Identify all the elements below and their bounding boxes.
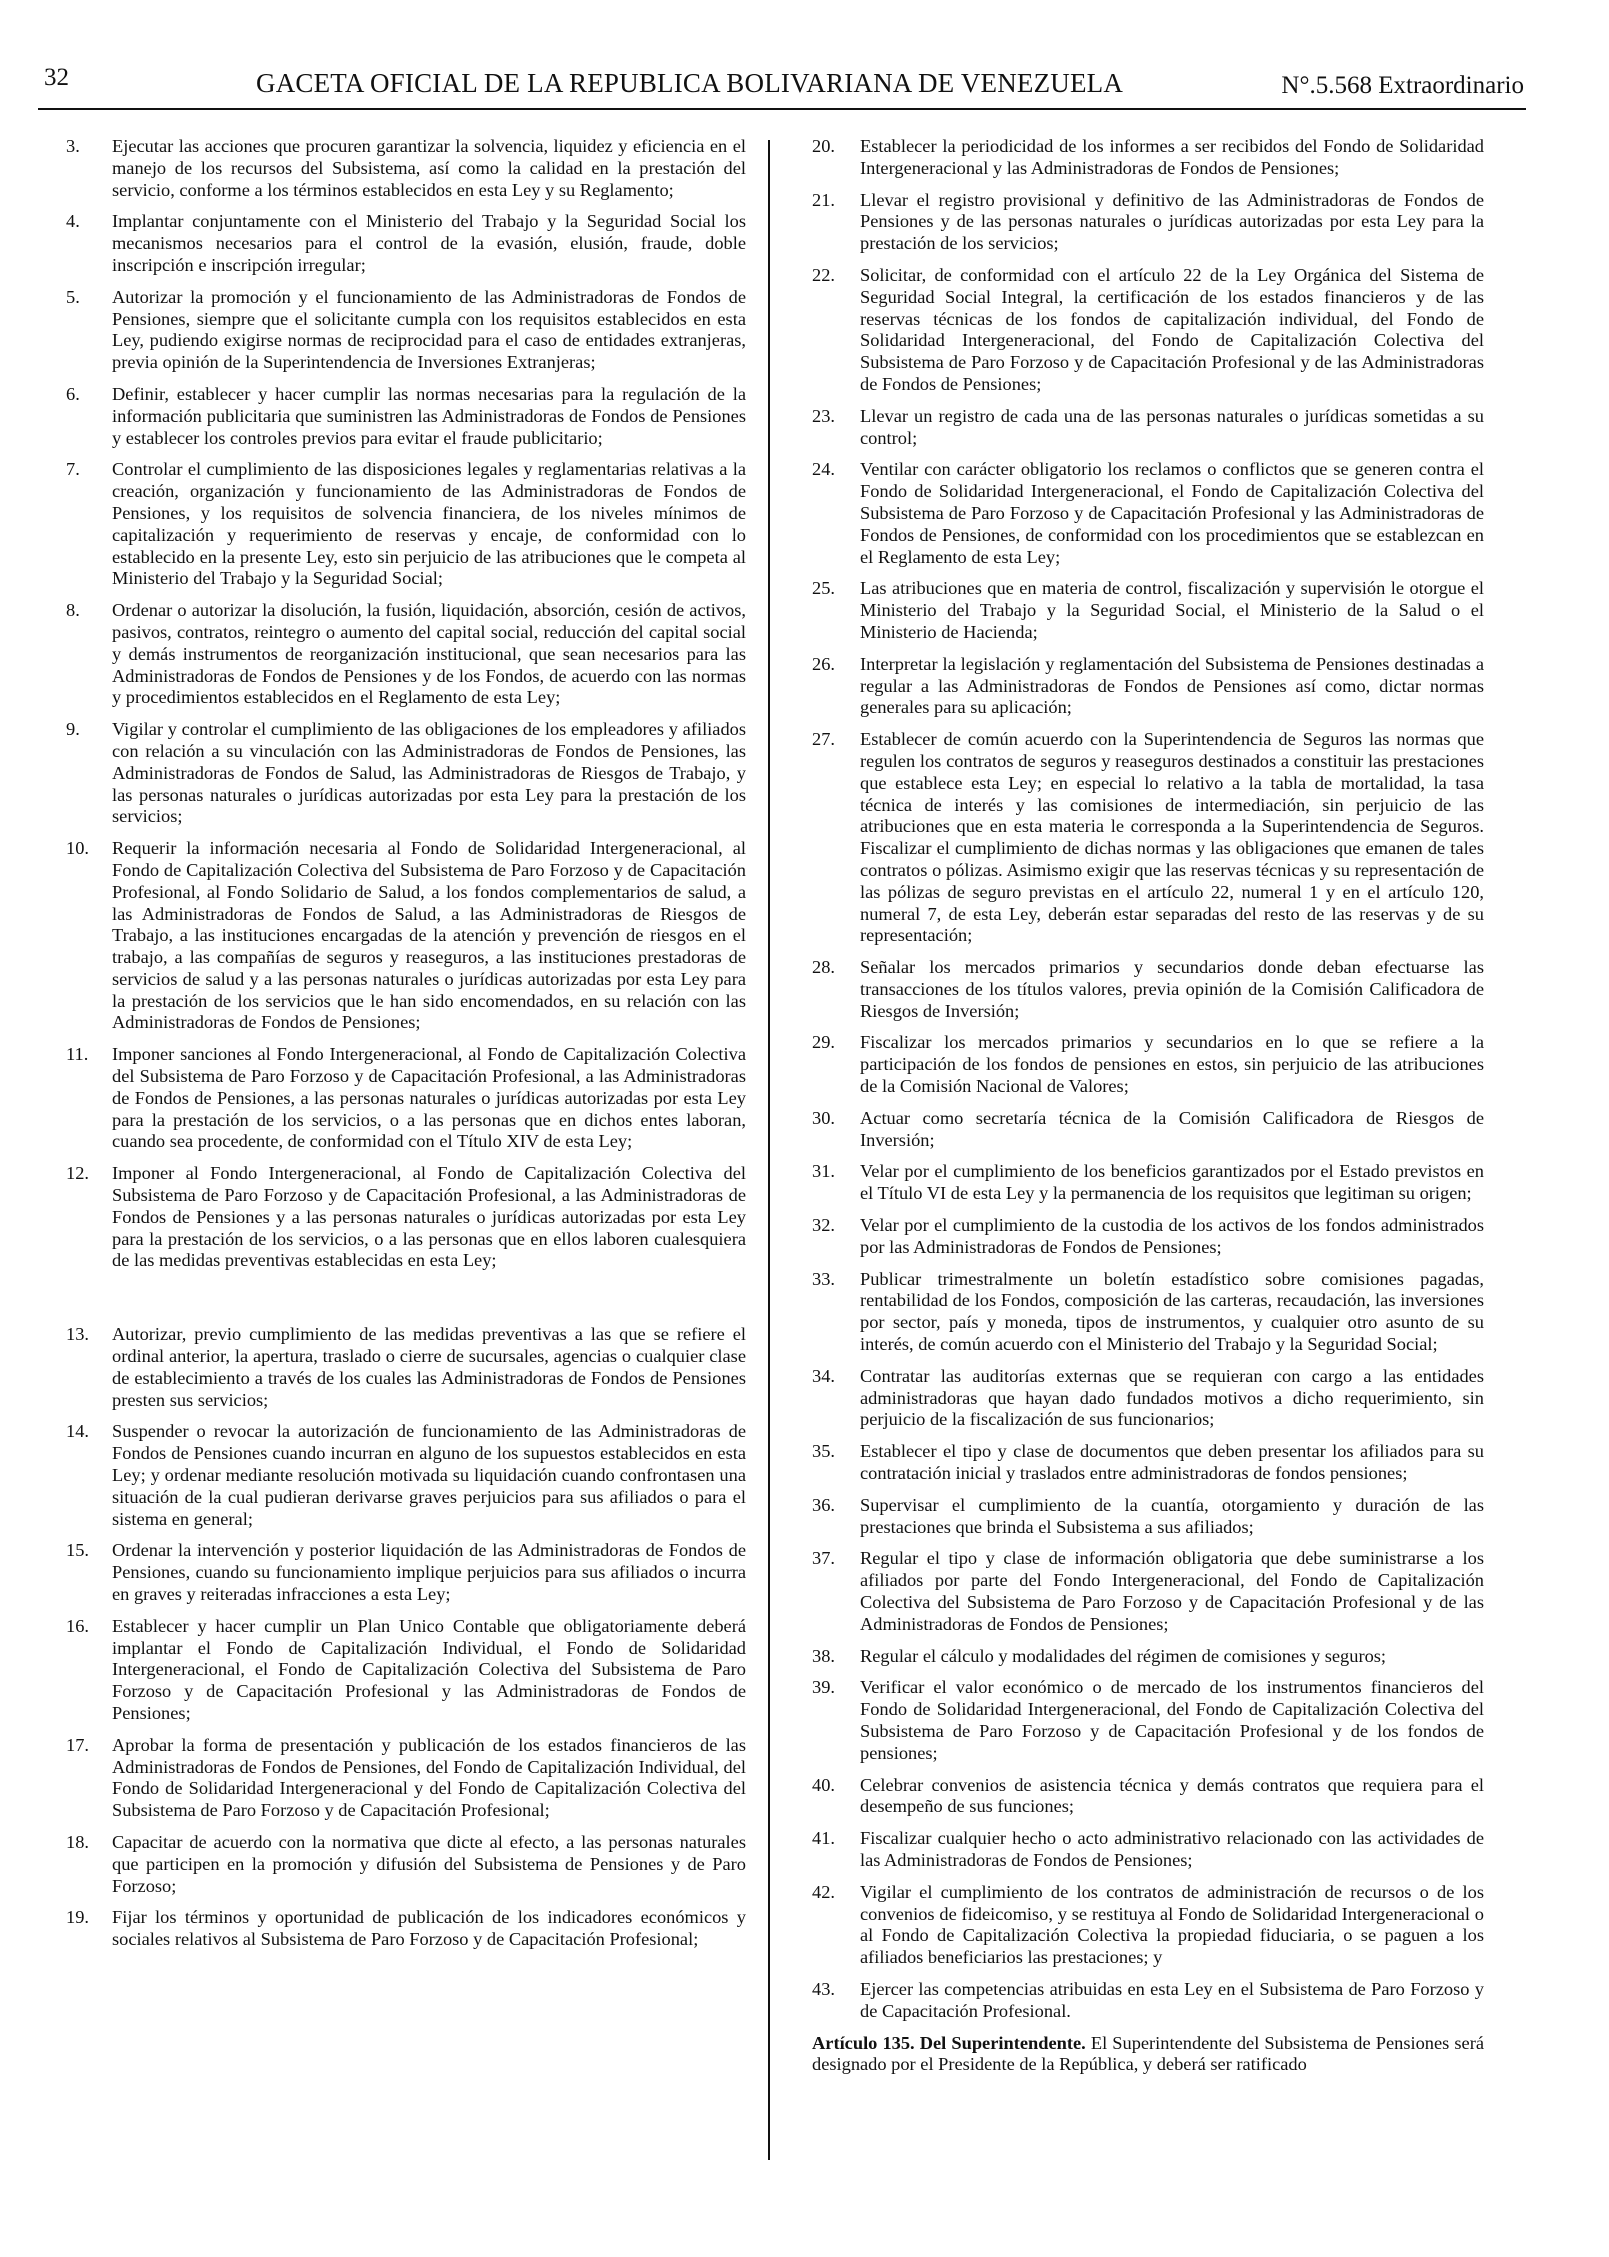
item-number: 3. <box>66 136 80 156</box>
list-item <box>812 1215 1484 1259</box>
item-text: Celebrar convenios de asistencia técnica y demás contratos que requiera para el desempeño de sus funciones; <box>860 1774 1484 1817</box>
list-item <box>66 1163 746 1272</box>
item-text: Establecer de común acuerdo con la Superintendencia de Seguros las normas que regulen los contratos de seguros y reaseguros destinados a constituir las prestaciones que establece esta Ley; en especial lo relativo a la tabla de mortalidad, la tasa técnica de interés y las comisiones de intermediación, sin perjuicio de las atribuciones que en esta materia le corresponda a la Superintendencia de Seguros. Fiscalizar el cumplimiento de dichas normas y las obligaciones que emanen de tales contratos o pólizas. Asimismo exigir que las reservas técnicas y su representación de las pólizas de seguro previstas en el artículo 22, numeral 1 y en el artículo 120, numeral 7, de esta Ley, deberán estar separadas del resto de las reservas y de su representación; <box>860 729 1484 946</box>
item-number: 28. <box>812 957 835 978</box>
list-item <box>812 1269 1484 1356</box>
item-number: 33. <box>812 1268 835 1289</box>
item-number: 42. <box>812 1881 835 1902</box>
list-item <box>66 1044 746 1153</box>
item-text: Autorizar, previo cumplimiento de las medidas preventivas a las que se refiere el ordinal anterior, la apertura, traslado o cierre de sucursales, agencias o cualquier clase de establecimiento a través de los cuales las Administradoras de Fondos de Pensiones presten sus servicios; <box>112 1324 746 1410</box>
item-number: 43. <box>812 1978 835 1999</box>
item-text: Llevar un registro de cada una de las personas naturales o jurídicas sometidas a su control; <box>860 405 1484 448</box>
item-text: Fiscalizar los mercados primarios y secundarios en lo que se refiere a la participación de los fondos de pensiones en estos, sin perjuicio de las atribuciones de la Comisión Nacional de Valores; <box>860 1032 1484 1097</box>
item-text: Implantar conjuntamente con el Ministerio del Trabajo y la Seguridad Social los mecanismos necesarios para el control de la evasión, elusión, fraude, doble inscripción e inscripción irregular; <box>112 211 746 275</box>
list-item <box>66 1616 746 1725</box>
item-text: Establecer el tipo y clase de documentos que deben presentar los afiliados para su contratación inicial y traslados entre administradoras de fondos pensiones; <box>860 1441 1484 1484</box>
item-number: 26. <box>812 653 835 674</box>
item-text: Llevar el registro provisional y definitivo de las Administradoras de Fondos de Pensiones y de las personas naturales o jurídicas autorizadas por esta Ley para la prestación de los servicios; <box>860 189 1484 254</box>
item-number: 27. <box>812 729 835 750</box>
item-number: 11. <box>66 1044 89 1065</box>
list-item <box>812 136 1484 180</box>
item-number: 34. <box>812 1365 835 1386</box>
item-text: Autorizar la promoción y el funcionamiento de las Administradoras de Fondos de Pensiones, siempre que el solicitante cumpla con los requisitos establecidos en esta Ley, pudiendo exigirse normas de reciprocidad para el caso de entidades extranjeras, previa opinión de la Superintendencia de Inversiones Extranjeras; <box>112 286 746 373</box>
list-item <box>812 1032 1484 1097</box>
article-heading: Artículo 135. Del Superintendente. <box>812 2032 1086 2053</box>
item-number: 5. <box>66 286 80 307</box>
list-item <box>812 654 1484 719</box>
item-text: Regular el tipo y clase de información obligatoria que debe suministrarse a los afiliados por parte del Fondo Intergeneracional, del Fondo de Capitalización Colectiva del Subsistema de Paro Forzoso y de Capacitación Profesional y de las Administradoras de Fondos de Pensiones; <box>860 1548 1484 1634</box>
item-text: Interpretar la legislación y reglamentación del Subsistema de Pensiones destinadas a regular a las Administradoras de Fondos de Pensiones así como, dictar normas generales para su aplicación; <box>860 653 1484 718</box>
item-number: 30. <box>812 1107 835 1128</box>
item-number: 41. <box>812 1828 835 1849</box>
item-number: 31. <box>812 1161 835 1182</box>
item-number: 21. <box>812 189 835 210</box>
item-number: 22. <box>812 264 835 285</box>
list-item <box>66 1735 746 1822</box>
list-item <box>812 1979 1484 2023</box>
item-text: Aprobar la forma de presentación y publicación de los estados financieros de las Administradoras de Fondos de Pensiones, del Fondo de Capitalización Individual, del Fondo de Solidaridad Intergeneracional y del Fondo de Capitalización Colectiva del Subsistema de Paro Forzoso y de Capacitación Profesional; <box>112 1734 746 1821</box>
list-item <box>812 1108 1484 1152</box>
list-item <box>66 287 746 374</box>
item-number: 20. <box>812 136 835 156</box>
item-number: 12. <box>66 1163 89 1184</box>
item-number: 4. <box>66 211 80 232</box>
list-item <box>66 1832 746 1897</box>
item-text: Vigilar el cumplimiento de los contratos de administración de recursos o de los convenios de fideicomiso, y se restituya al Fondo de Solidaridad Intergeneracional o al Fondo de Capitalización Colectiva la propiedad fiduciaria, o se paguen a los afiliados beneficiarios las prestaciones; y <box>860 1881 1484 1968</box>
list-item <box>66 1540 746 1605</box>
list-item <box>812 1775 1484 1819</box>
column-divider <box>768 140 770 2160</box>
list-item <box>812 578 1484 643</box>
item-number: 36. <box>812 1494 835 1515</box>
item-number: 32. <box>812 1215 835 1236</box>
item-text: Fijar los términos y oportunidad de publicación de los indicadores económicos y sociales relativos al Subsistema de Paro Forzoso y de Capacitación Profesional; <box>112 1907 746 1950</box>
item-number: 10. <box>66 838 89 859</box>
list-item <box>812 1548 1484 1635</box>
list-item <box>812 1677 1484 1764</box>
list-item <box>812 1366 1484 1431</box>
item-number: 14. <box>66 1421 89 1442</box>
item-number: 6. <box>66 383 80 404</box>
item-number: 13. <box>66 1324 89 1345</box>
list-item <box>812 1441 1484 1485</box>
issue-number: N°.5.568 Extraordinario <box>1281 72 1524 99</box>
item-text: Imponer sanciones al Fondo Intergeneracional, al Fondo de Capitalización Colectiva del Subsistema de Paro Forzoso y de Capacitación Profesional, a las Administradoras de Fondos de Pensiones, a las personas naturales o jurídicas autorizadas por esta Ley para la prestación de los servicios, o a las personas que en dichos entes laboran, cuando sea procedente, de conformidad con el Título XIV de esta Ley; <box>112 1044 746 1152</box>
item-number: 17. <box>66 1734 89 1755</box>
list-item <box>812 1646 1484 1668</box>
item-number: 23. <box>812 405 835 426</box>
item-text: Ordenar la intervención y posterior liquidación de las Administradoras de Fondos de Pensiones, cuando su funcionamiento implique perjuicios para sus afiliados o incurra en graves y reiteradas infracciones a esta Ley; <box>112 1540 746 1605</box>
item-text: Requerir la información necesaria al Fondo de Solidaridad Intergeneracional, al Fondo de Capitalización Colectiva del Subsistema de Paro Forzoso y de Capacitación Profesional, al Fondo Solidario de Salud, a los fondos complementarios de salud, a las Administradoras de Fondos de Salud, a las Administradoras de Riesgos de Trabajo, a las instituciones encargadas de la atención y prevención de riesgos en el trabajo, a las compañías de seguros y reaseguros, a las instituciones prestadoras de servicios de salud y a las personas naturales o jurídicas autorizadas por esta Ley para la prestación de los servicios que le han sido encomendados, en su relación con las Administradoras de Fondos de Pensiones; <box>112 838 746 1033</box>
list-item <box>66 719 746 828</box>
list-item <box>66 838 746 1034</box>
item-number: 29. <box>812 1032 835 1053</box>
item-text: Establecer la periodicidad de los informes a ser recibidos del Fondo de Solidaridad Intergeneracional y las Administradoras de Fondos de Pensiones; <box>860 136 1484 178</box>
list-item <box>812 1161 1484 1205</box>
item-text: Contratar las auditorías externas que se requieran con cargo a las entidades administradoras que hayan dado fundados motivos a dicho requerimiento, sin perjuicio de la fiscalización de sus funcionarios; <box>860 1365 1484 1430</box>
item-text: Imponer al Fondo Intergeneracional, al Fondo de Capitalización Colectiva del Subsistema de Paro Forzoso y de Capacitación Profesional, a las Administradoras de Fondos de Pensiones y a las personas naturales o jurídicas autorizadas por esta Ley para la prestación de los servicios, o a las personas que en ellos laboren cualesquiera de las medidas preventivas establecidas en esta Ley; <box>112 1163 746 1271</box>
list-item <box>66 211 746 276</box>
item-text: Señalar los mercados primarios y secundarios donde deban efectuarse las transacciones de los títulos valores, previa opinión de la Comisión Calificadora de Riesgos de Inversión; <box>860 957 1484 1021</box>
page-number: 32 <box>44 64 69 91</box>
list-item <box>66 600 746 709</box>
item-text: Ejercer las competencias atribuidas en esta Ley en el Subsistema de Paro Forzoso y de Capacitación Profesional. <box>860 1978 1484 2021</box>
list-item <box>66 459 746 590</box>
list-item <box>812 1828 1484 1872</box>
page-header <box>38 64 1526 110</box>
blank-space <box>66 1282 746 1324</box>
list-item <box>812 265 1484 396</box>
item-number: 24. <box>812 459 835 480</box>
list-item <box>812 729 1484 947</box>
item-number: 35. <box>812 1441 835 1462</box>
item-number: 37. <box>812 1548 835 1569</box>
item-text: Definir, establecer y hacer cumplir las normas necesarias para la regulación de la información publicitaria que suministren las Administradoras de Fondos de Pensiones y establecer los controles previos para evitar el fraude publicitario; <box>112 383 746 448</box>
item-text: Solicitar, de conformidad con el artículo 22 de la Ley Orgánica del Sistema de Seguridad Social Integral, la certificación de los estados financieros y de las reservas técnicas de los fondos de capitalización individual, del Fondo de Solidaridad Intergeneracional, del Fondo de Capitalización Colectiva del Subsistema de Paro Forzoso y de Capacitación Profesional y de las Administradoras de Fondos de Pensiones; <box>860 264 1484 394</box>
item-text: Ordenar o autorizar la disolución, la fusión, liquidación, absorción, cesión de activos, pasivos, contratos, reintegro o aumento del capital social, reducción del capital social y demás instrumentos de reorganización institucional, que sean necesarios para las Administradoras de Fondos de Pensiones y de los Fondos, de acuerdo con las normas y procedimientos establecidos en el Reglamento de esta Ley; <box>112 600 746 708</box>
right-item-list <box>812 136 1484 2023</box>
item-text: Capacitar de acuerdo con la normativa que dicte al efecto, a las personas naturales que participen en la promoción y difusión del Subsistema de Pensiones y de Paro Forzoso; <box>112 1831 746 1896</box>
right-column <box>812 136 1484 2095</box>
list-item <box>66 136 746 201</box>
item-text: Supervisar el cumplimiento de la cuantía, otorgamiento y duración de las prestaciones que brinda el Subsistema a sus afiliados; <box>860 1494 1484 1537</box>
item-text: Fiscalizar cualquier hecho o acto administrativo relacionado con las actividades de las Administradoras de Fondos de Pensiones; <box>860 1828 1484 1870</box>
item-text: Vigilar y controlar el cumplimiento de las obligaciones de los empleadores y afiliados con relación a su vinculación con las Administradoras de Fondos de Pensiones, las Administradoras de Fondos de Salud, las Administradoras de Riesgos de Trabajo, y las personas naturales o jurídicas autorizadas por esta Ley para la prestación de los servicios; <box>112 719 746 827</box>
item-text: Verificar el valor económico o de mercado de los instrumentos financieros del Fondo de Solidaridad Intergeneracional, del Fondo de Capitalización Colectiva del Subsistema de Paro Forzoso y de Capacitación Profesional y de los fondos de pensiones; <box>860 1677 1484 1763</box>
item-text: Suspender o revocar la autorización de funcionamiento de las Administradoras de Fondos de Pensiones cuando incurran en alguno de los supuestos establecidos en esta Ley; y ordenar mediante resolución motivada su liquidación cuando confrontasen una situación de la cual pudieran derivarse graves perjuicios para sus afiliados o para el sistema en general; <box>112 1421 746 1529</box>
item-text: Velar por el cumplimiento de los beneficios garantizados por el Estado previstos en el Título VI de esta Ley y la permanencia de los requisitos que legitiman su origen; <box>860 1161 1484 1204</box>
list-item <box>812 406 1484 450</box>
item-number: 38. <box>812 1645 835 1666</box>
item-number: 39. <box>812 1677 835 1698</box>
list-item <box>66 384 746 449</box>
item-number: 7. <box>66 459 80 480</box>
item-text: Ventilar con carácter obligatorio los reclamos o conflictos que se generen contra el Fondo de Solidaridad Intergeneracional, el Fondo de Capitalización Colectiva del Subsistema de Paro Forzoso y de Capacitación Profesional y las Administradoras de Fondos de Pensiones, de conformidad con los procedimientos que se establezcan en el Reglamento de esta Ley; <box>860 459 1484 567</box>
list-item <box>812 1882 1484 1969</box>
gazette-title: GACETA OFICIAL DE LA REPUBLICA BOLIVARIANA DE VENEZUELA <box>256 68 1124 98</box>
item-text: Publicar trimestralmente un boletín estadístico sobre comisiones pagadas, rentabilidad de los Fondos, composición de las carteras, recaudación, las inversiones por sector, país y moneda, tipos de instrumentos, y cualquier otro asunto de su interés, de común acuerdo con el Ministerio del Trabajo y la Seguridad Social; <box>860 1268 1484 1355</box>
item-number: 40. <box>812 1774 835 1795</box>
list-item <box>66 1324 746 1411</box>
item-text: Velar por el cumplimiento de la custodia de los activos de los fondos administrados por las Administradoras de Fondos de Pensiones; <box>860 1215 1484 1257</box>
list-item <box>812 459 1484 568</box>
item-number: 19. <box>66 1907 89 1928</box>
item-number: 15. <box>66 1540 89 1561</box>
item-text: Controlar el cumplimiento de las disposiciones legales y reglamentarias relativas a la creación, organización y funcionamiento de las Administradoras de Fondos de Pensiones, y los requisitos de solvencia financiera, de los niveles mínimos de capitalización y requerimiento de reservas y encaje, de conformidad con lo establecido en la presente Ley, esto sin perjuicio de las atribuciones que le competa al Ministerio del Trabajo y la Seguridad Social; <box>112 459 746 589</box>
list-item <box>66 1421 746 1530</box>
list-item <box>812 957 1484 1022</box>
list-item <box>66 1907 746 1951</box>
item-text: Las atribuciones que en materia de control, fiscalización y supervisión le otorgue el Ministerio del Trabajo y la Seguridad Social, el Ministerio de la Salud o el Ministerio de Hacienda; <box>860 578 1484 642</box>
item-number: 18. <box>66 1831 89 1852</box>
item-number: 8. <box>66 600 80 621</box>
list-item <box>812 1495 1484 1539</box>
item-text: Regular el cálculo y modalidades del régimen de comisiones y seguros; <box>860 1645 1387 1666</box>
item-text: Ejecutar las acciones que procuren garantizar la solvencia, liquidez y eficiencia en el manejo de los recursos del Subsistema, así como la calidad en la prestación del servicio, conforme a los términos establecidos en esta Ley y su Reglamento; <box>112 136 746 200</box>
article-text: El Superintendente del Subsistema de Pensiones será designado por el Presidente de la República, y deberá ser ratificado <box>812 2032 1484 2075</box>
item-text: Establecer y hacer cumplir un Plan Unico Contable que obligatoriamente deberá implantar el Fondo de Capitalización Individual, el Fondo de Solidaridad Intergeneracional, el Fondo de Capitalización Colectiva del Subsistema de Paro Forzoso y de Capacitación Profesional y las Administradoras de Fondos de Pensiones; <box>112 1615 746 1723</box>
item-text: Actuar como secretaría técnica de la Comisión Calificadora de Riesgos de Inversión; <box>860 1107 1484 1150</box>
list-item <box>812 190 1484 255</box>
item-number: 16. <box>66 1615 89 1636</box>
item-number: 9. <box>66 719 80 740</box>
article-135 <box>812 2033 1484 2077</box>
item-number: 25. <box>812 578 835 599</box>
left-column <box>66 136 746 1961</box>
